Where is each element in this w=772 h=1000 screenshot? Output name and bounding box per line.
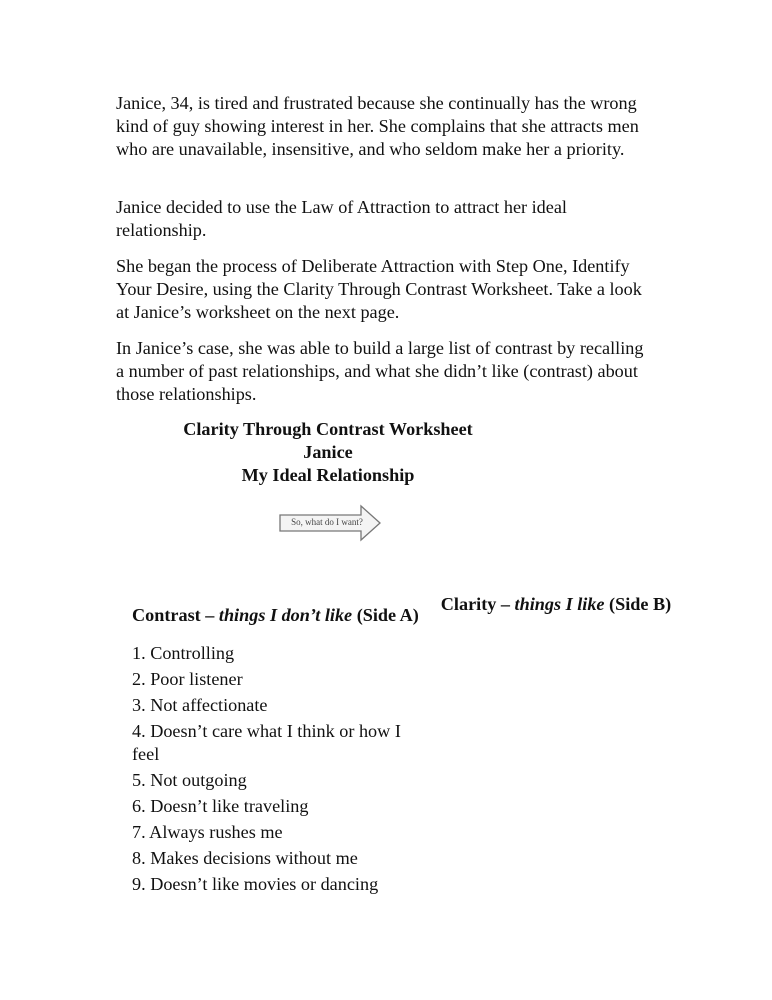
list-item: 3. Not affectionate [132,695,268,715]
intro-paragraph-2: Janice decided to use the Law of Attraction to attract her ideal relationship. [116,197,567,240]
arrow-label: So, what do I want? [291,517,363,527]
intro-paragraph-1: Janice, 34, is tired and frustrated because she continually has the wrong kind of guy showing interest in her. She complains that she attracts men who are unavailable, insensitive, and who seldom make her a priority. [116,93,639,159]
intro-paragraph-3: She began the process of Deliberate Attraction with Step One, Identify Your Desire, using the Clarity Through Contrast Worksheet. Take a look at Janice’s worksheet on the next page. [116,256,642,322]
list-item: 6. Doesn’t like traveling [132,796,309,816]
list-item: 7. Always rushes me [132,822,283,842]
worksheet-title: Clarity Through Contrast Worksheet [183,419,473,439]
list-item: 9. Doesn’t like movies or dancing [132,874,379,894]
side-a-heading: Contrast – things I don’t like (Side A) [132,605,419,625]
worksheet-owner: Janice [303,442,353,462]
so-what-do-i-want-arrow [279,504,383,542]
list-item: 1. Controlling [132,643,235,663]
list-item: 8. Makes decisions without me [132,848,358,868]
contrast-list [132,642,432,899]
list-item: 4. Doesn’t care what I think or how I feel [132,721,401,764]
list-item: 5. Not outgoing [132,770,247,790]
worksheet-subject: My Ideal Relationship [241,465,415,485]
side-b-heading: Clarity – things I like (Side B) [440,594,672,614]
list-item: 2. Poor listener [132,669,243,689]
intro-paragraph-4: In Janice’s case, she was able to build a large list of contrast by recalling a number of past relationships, and what she didn’t like (contrast) about those relationships. [116,338,644,404]
